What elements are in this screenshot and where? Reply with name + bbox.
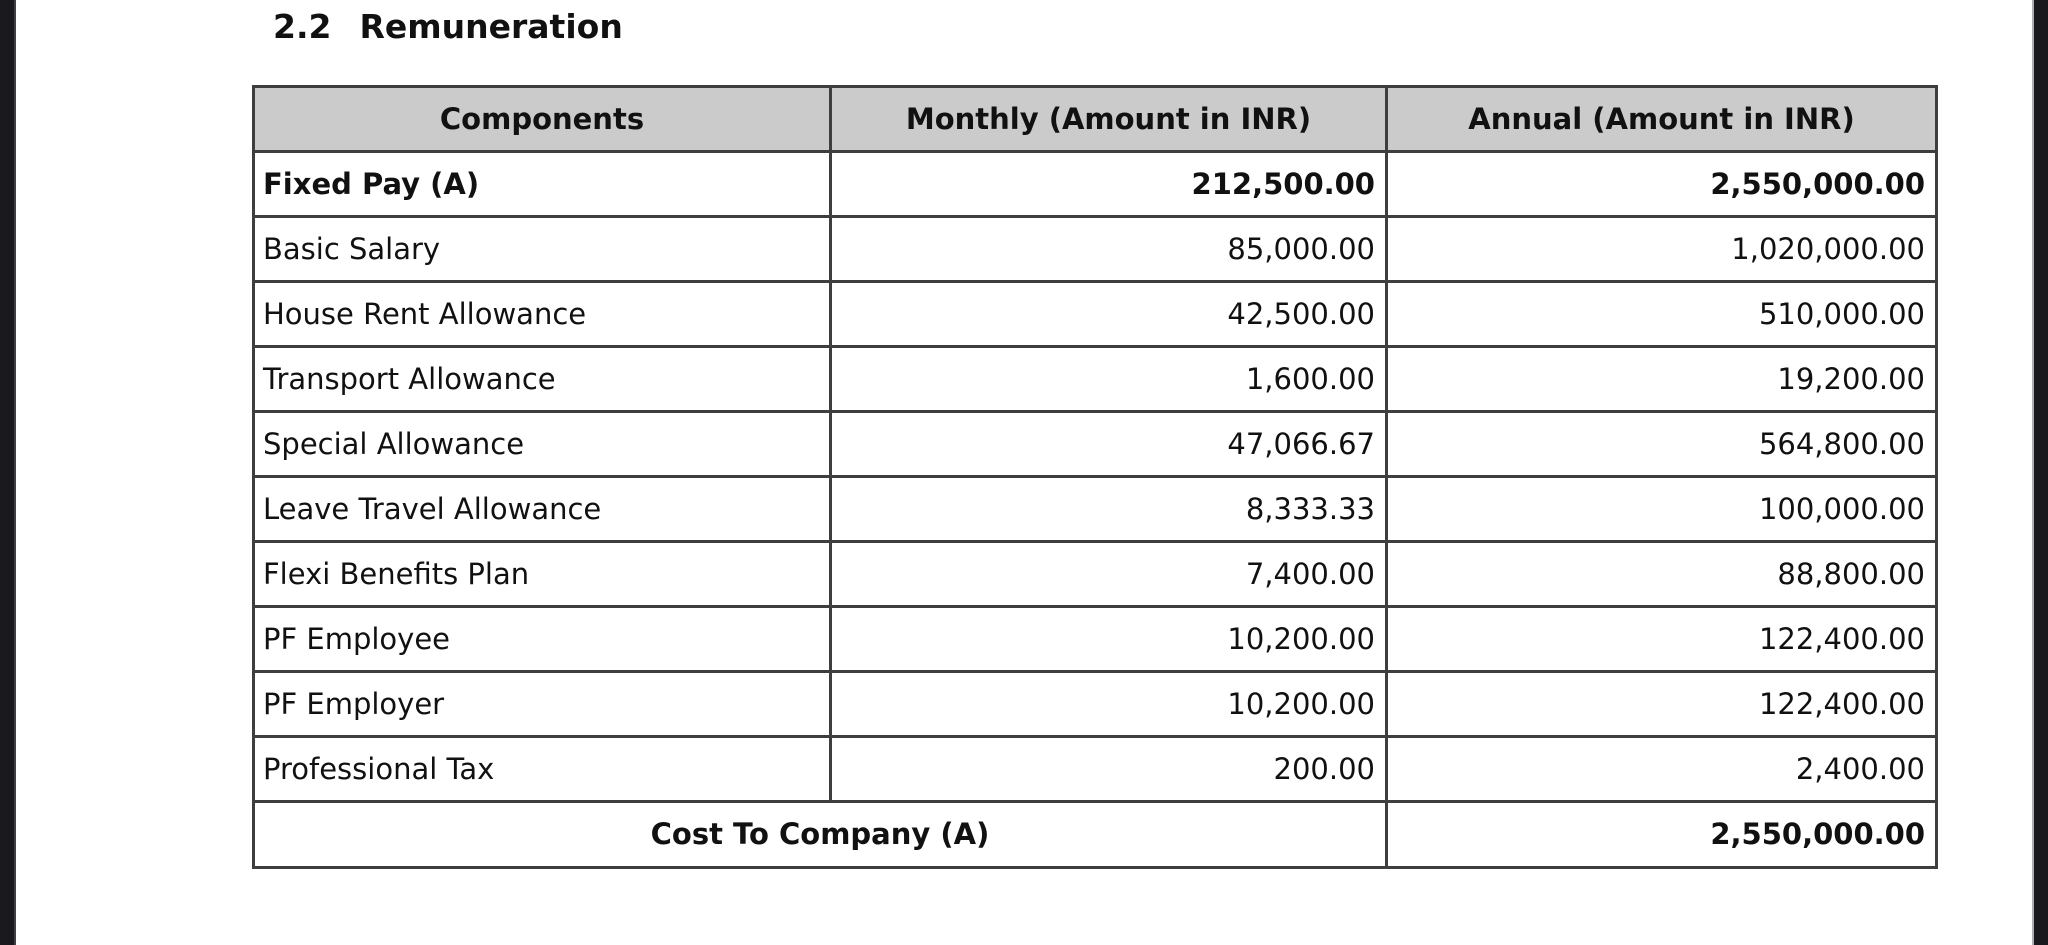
- cost-to-company-annual: 2,550,000.00: [1387, 802, 1937, 868]
- component-cell: PF Employer: [254, 672, 831, 737]
- cost-to-company-label: Cost To Company (A): [254, 802, 1387, 868]
- monthly-cell: 212,500.00: [831, 152, 1387, 217]
- table-row: [254, 412, 1937, 477]
- column-header-monthly: Monthly (Amount in INR): [831, 87, 1387, 152]
- monthly-cell: 10,200.00: [831, 607, 1387, 672]
- component-cell: PF Employee: [254, 607, 831, 672]
- table-row: [254, 542, 1937, 607]
- annual-cell: 2,550,000.00: [1387, 152, 1937, 217]
- component-cell: Professional Tax: [254, 737, 831, 802]
- monthly-cell: 1,600.00: [831, 347, 1387, 412]
- table-row: [254, 607, 1937, 672]
- annual-cell: 100,000.00: [1387, 477, 1937, 542]
- column-header-components: Components: [254, 87, 831, 152]
- annual-cell: 19,200.00: [1387, 347, 1937, 412]
- monthly-cell: 85,000.00: [831, 217, 1387, 282]
- monthly-cell: 200.00: [831, 737, 1387, 802]
- annual-cell: 1,020,000.00: [1387, 217, 1937, 282]
- section-heading: [273, 8, 623, 46]
- viewer-right-edge: [2032, 0, 2048, 945]
- column-header-annual: Annual (Amount in INR): [1387, 87, 1937, 152]
- monthly-cell: 42,500.00: [831, 282, 1387, 347]
- annual-cell: 564,800.00: [1387, 412, 1937, 477]
- annual-cell: 510,000.00: [1387, 282, 1937, 347]
- component-cell: Special Allowance: [254, 412, 831, 477]
- table-row: [254, 152, 1937, 217]
- table-row: [254, 737, 1937, 802]
- table-row: [254, 217, 1937, 282]
- remuneration-table: [252, 85, 1938, 869]
- annual-cell: 122,400.00: [1387, 607, 1937, 672]
- monthly-cell: 7,400.00: [831, 542, 1387, 607]
- total-row: [254, 802, 1937, 868]
- component-cell: Basic Salary: [254, 217, 831, 282]
- component-cell: Fixed Pay (A): [254, 152, 831, 217]
- component-cell: Transport Allowance: [254, 347, 831, 412]
- viewer-left-edge: [0, 0, 16, 945]
- table-row: [254, 347, 1937, 412]
- section-title: Remuneration: [359, 7, 623, 46]
- annual-cell: 2,400.00: [1387, 737, 1937, 802]
- annual-cell: 88,800.00: [1387, 542, 1937, 607]
- monthly-cell: 10,200.00: [831, 672, 1387, 737]
- table-row: [254, 477, 1937, 542]
- section-number: 2.2: [273, 7, 332, 46]
- table-row: [254, 672, 1937, 737]
- monthly-cell: 8,333.33: [831, 477, 1387, 542]
- component-cell: House Rent Allowance: [254, 282, 831, 347]
- table-row: [254, 282, 1937, 347]
- annual-cell: 122,400.00: [1387, 672, 1937, 737]
- component-cell: Leave Travel Allowance: [254, 477, 831, 542]
- component-cell: Flexi Benefits Plan: [254, 542, 831, 607]
- monthly-cell: 47,066.67: [831, 412, 1387, 477]
- header-row: [254, 87, 1937, 152]
